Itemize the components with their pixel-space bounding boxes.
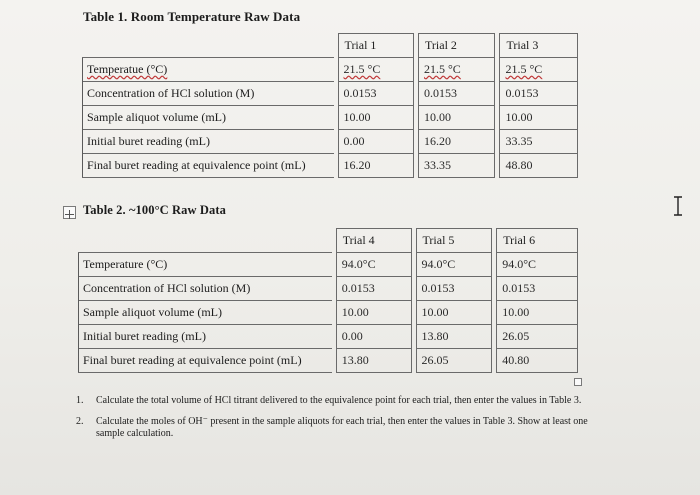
table1-cell[interactable]: 21.5 °C bbox=[419, 58, 495, 82]
table2-cell[interactable]: 10.00 bbox=[336, 301, 411, 325]
table2-cell[interactable]: 0.00 bbox=[336, 325, 411, 349]
table2-row-label: Concentration of HCl solution (M) bbox=[79, 277, 333, 301]
table2-cell[interactable]: 40.80 bbox=[497, 349, 578, 373]
table2-header-trial4: Trial 4 bbox=[336, 229, 411, 253]
table2-cell[interactable]: 94.0°C bbox=[497, 253, 578, 277]
table1-row-label: Concentration of HCl solution (M) bbox=[83, 82, 335, 106]
table1-cell[interactable]: 16.20 bbox=[419, 130, 495, 154]
table2-cell[interactable]: 26.05 bbox=[416, 349, 492, 373]
table2-cell[interactable]: 13.80 bbox=[336, 349, 411, 373]
table2-row-label: Temperature (°C) bbox=[79, 253, 333, 277]
table1-header-trial2: Trial 2 bbox=[419, 34, 495, 58]
table1-header-trial3: Trial 3 bbox=[500, 34, 578, 58]
table2 bbox=[78, 228, 578, 373]
question-text: Calculate the total volume of HCl titrant delivered to the equivalence point for each trial, then enter the values in Table 3. bbox=[96, 395, 582, 406]
question-number: 1. bbox=[76, 395, 84, 406]
questions-list bbox=[76, 395, 616, 449]
table1-cell[interactable]: 0.0153 bbox=[419, 82, 495, 106]
table2-cell[interactable]: 0.0153 bbox=[497, 277, 578, 301]
table1-cell[interactable]: 0.0153 bbox=[338, 82, 413, 106]
table2-header-trial6: Trial 6 bbox=[497, 229, 578, 253]
question-item bbox=[76, 416, 616, 440]
table2-cell[interactable]: 0.0153 bbox=[336, 277, 411, 301]
table1 bbox=[82, 33, 578, 178]
text-cursor-icon bbox=[672, 196, 684, 216]
table1-cell[interactable]: 0.0153 bbox=[500, 82, 578, 106]
table1-cell[interactable]: 16.20 bbox=[338, 154, 413, 178]
table1-cell[interactable]: 10.00 bbox=[500, 106, 578, 130]
table2-header-trial5: Trial 5 bbox=[416, 229, 492, 253]
table1-header-trial1: Trial 1 bbox=[338, 34, 413, 58]
table1-row-label: Initial buret reading (mL) bbox=[83, 130, 335, 154]
table1-row-label: Final buret reading at equivalence point (mL) bbox=[83, 154, 335, 178]
table1-cell[interactable]: 10.00 bbox=[419, 106, 495, 130]
question-item bbox=[76, 395, 616, 407]
table2-cell[interactable]: 13.80 bbox=[416, 325, 492, 349]
table1-cell[interactable]: 10.00 bbox=[338, 106, 413, 130]
table2-cell[interactable]: 26.05 bbox=[497, 325, 578, 349]
table2-row-label: Sample aliquot volume (mL) bbox=[79, 301, 333, 325]
question-number: 2. bbox=[76, 416, 84, 427]
table1-row-label: Temperatue (°C) bbox=[83, 58, 335, 82]
table1-title: Table 1. Room Temperature Raw Data bbox=[83, 9, 301, 24]
table2-cell[interactable]: 10.00 bbox=[416, 301, 492, 325]
table-resize-handle-icon[interactable] bbox=[574, 378, 582, 386]
table2-row-label: Final buret reading at equivalence point (mL) bbox=[79, 349, 333, 373]
table1-cell[interactable]: 21.5 °C bbox=[338, 58, 413, 82]
table2-title: Table 2. ~100°C Raw Data bbox=[83, 203, 226, 217]
table1-cell[interactable]: 48.80 bbox=[500, 154, 578, 178]
table1-cell[interactable]: 21.5 °C bbox=[500, 58, 578, 82]
table2-cell[interactable]: 94.0°C bbox=[416, 253, 492, 277]
table2-cell[interactable]: 10.00 bbox=[497, 301, 578, 325]
table-move-handle-icon[interactable] bbox=[63, 206, 76, 219]
table1-cell[interactable]: 0.00 bbox=[338, 130, 413, 154]
table2-cell[interactable]: 94.0°C bbox=[336, 253, 411, 277]
table1-cell[interactable]: 33.35 bbox=[419, 154, 495, 178]
table2-cell[interactable]: 0.0153 bbox=[416, 277, 492, 301]
question-text: Calculate the moles of OH⁻ present in the sample aliquots for each trial, then enter the values in Table 3. Show at least one sample calculation. bbox=[96, 416, 588, 439]
table1-row-label: Sample aliquot volume (mL) bbox=[83, 106, 335, 130]
table1-cell[interactable]: 33.35 bbox=[500, 130, 578, 154]
table2-row-label: Initial buret reading (mL) bbox=[79, 325, 333, 349]
